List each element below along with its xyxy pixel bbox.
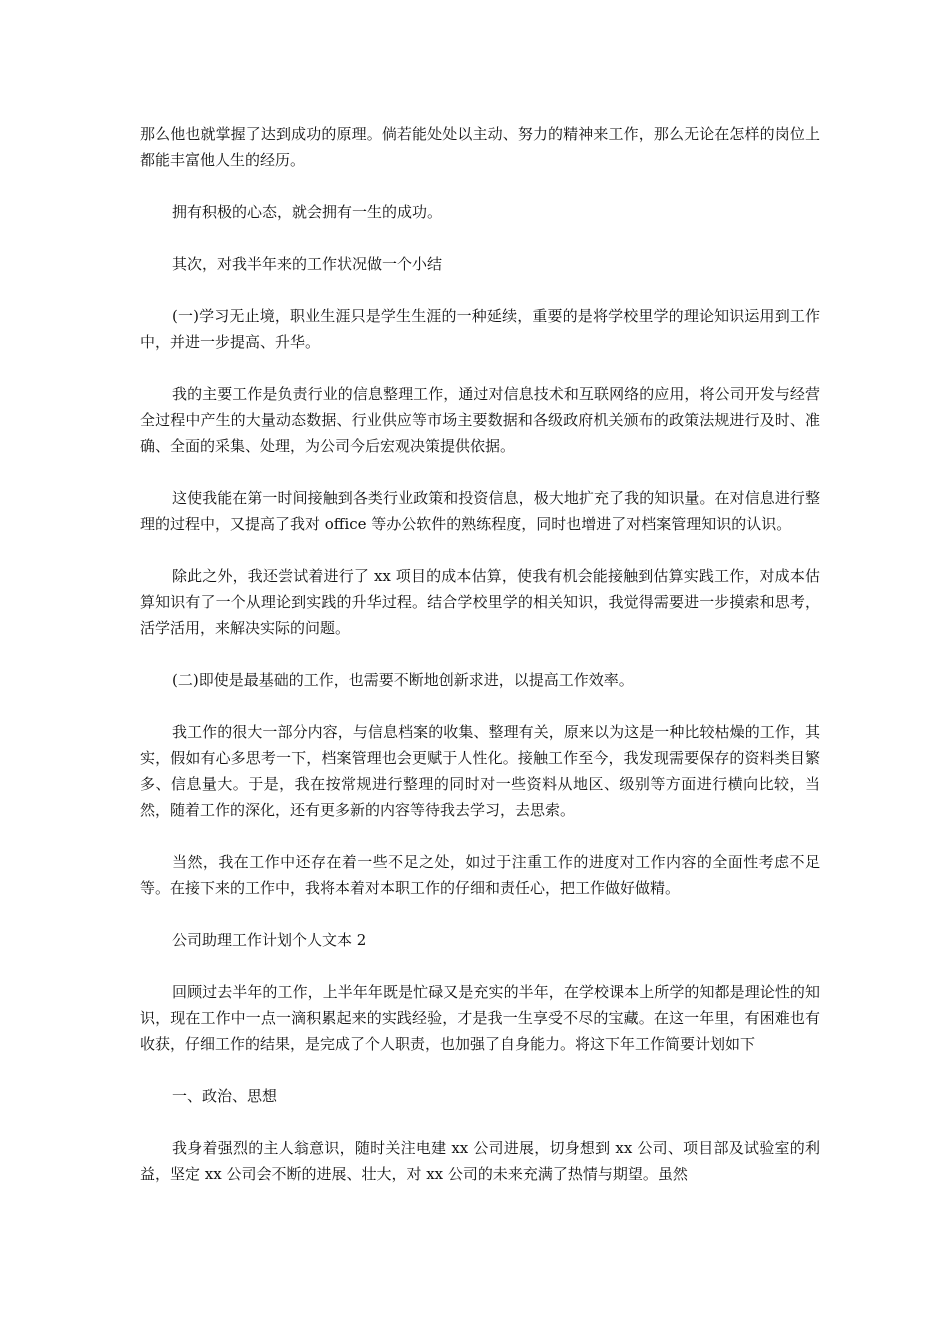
- paragraph: 这使我能在第一时间接触到各类行业政策和投资信息，极大地扩充了我的知识量。在对信息进行整理的过程中，又提高了我对 office 等办公软件的熟练程度，同时也增进了对档案管理知识的认识。: [140, 489, 820, 533]
- paragraph: (二)即使是最基础的工作，也需要不断地创新求进，以提高工作效率。: [172, 671, 634, 689]
- paragraph: 我身着强烈的主人翁意识，随时关注电建 xx 公司进展，切身想到 xx 公司、项目部及试验室的利益，坚定 xx 公司会不断的进展、壮大，对 xx 公司的未来充满了热情与期望。虽然: [140, 1139, 820, 1183]
- paragraph: 当然，我在工作中还存在着一些不足之处，如过于注重工作的进度对工作内容的全面性考虑不足等。在接下来的工作中，我将本着对本职工作的仔细和责任心，把工作做好做精。: [140, 853, 820, 897]
- paragraph: (一)学习无止境，职业生涯只是学生生涯的一种延续，重要的是将学校里学的理论知识运用到工作中，并进一步提高、升华。: [140, 307, 820, 351]
- paragraph: 除此之外，我还尝试着进行了 xx 项目的成本估算，使我有机会能接触到估算实践工作，对成本估算知识有了一个从理论到实践的升华过程。结合学校里学的相关知识，我觉得需要进一步摸索和思考，活学活用，来解决实际的问题。: [140, 567, 820, 637]
- paragraph: 我工作的很大一部分内容，与信息档案的收集、整理有关，原来以为这是一种比较枯燥的工作，其实，假如有心多思考一下，档案管理也会更赋于人性化。接触工作至今，我发现需要保存的资料类目繁多、信息量大。于是，我在按常规进行整理的同时对一些资料从地区、级别等方面进行横向比较，当然，随着工作的深化，还有更多新的内容等待我去学习，去思索。: [140, 723, 820, 819]
- paragraph: 那么他也就掌握了达到成功的原理。倘若能处处以主动、努力的精神来工作，那么无论在怎样的岗位上都能丰富他人生的经历。: [140, 125, 820, 169]
- document-page: [140, 121, 820, 1213]
- paragraph: 我的主要工作是负责行业的信息整理工作，通过对信息技术和互联网络的应用，将公司开发与经营全过程中产生的大量动态数据、行业供应等市场主要数据和各级政府机关颁布的政策法规进行及时、准确、全面的采集、处理，为公司今后宏观决策提供依据。: [140, 385, 820, 455]
- section-title: 公司助理工作计划个人文本 2: [172, 931, 367, 949]
- paragraph: 其次，对我半年来的工作状况做一个小结: [172, 255, 443, 273]
- paragraph: 拥有积极的心态，就会拥有一生的成功。: [172, 203, 443, 221]
- section-heading: 一、政治、思想: [172, 1087, 278, 1105]
- paragraph: 回顾过去半年的工作，上半年年既是忙碌又是充实的半年，在学校课本上所学的知都是理论性的知识，现在工作中一点一滴积累起来的实践经验，才是我一生享受不尽的宝藏。在这一年里，有困难也有收获，仔细工作的结果，是完成了个人职责，也加强了自身能力。将这下年工作简要计划如下: [140, 983, 820, 1053]
